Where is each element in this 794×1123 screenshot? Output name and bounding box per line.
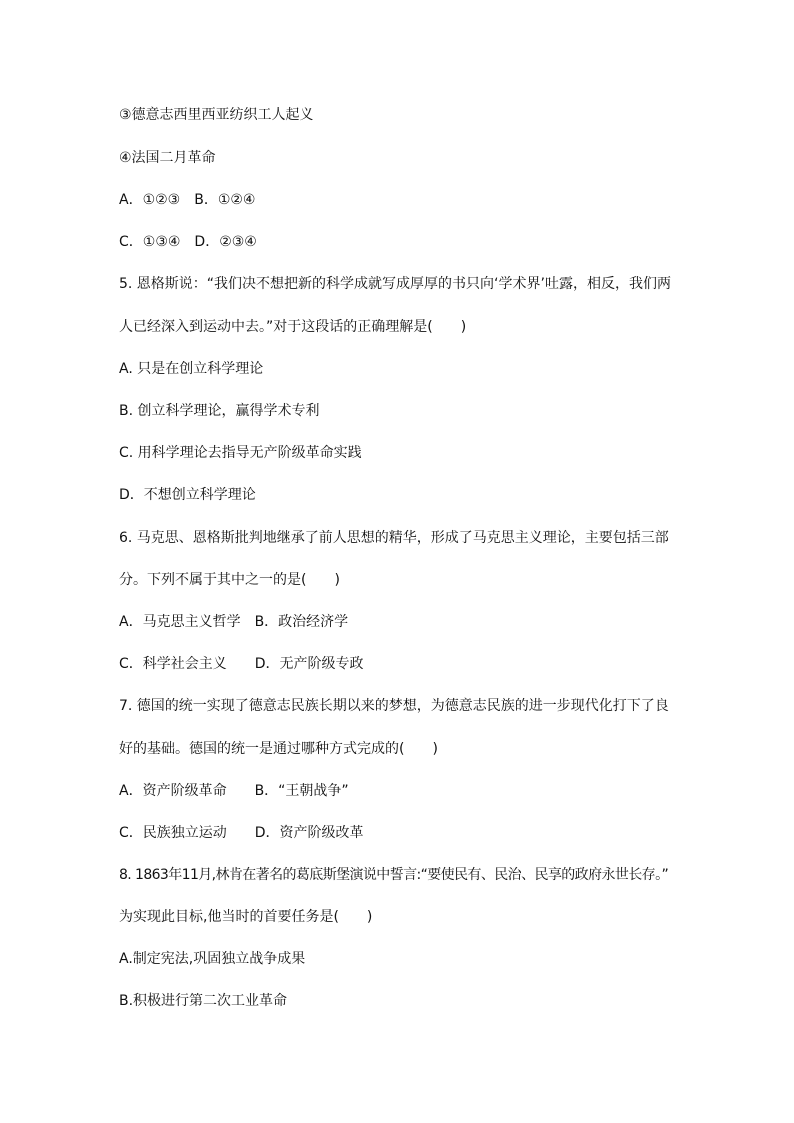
q5-stem-line-1: 5. 恩格斯说：“我们决不想把新的科学成就写成厚厚的书只向‘学术界’吐露，相反，我们两 <box>119 276 671 292</box>
q6-options-ab: A．马克思主义哲学 B．政治经济学 <box>119 614 349 630</box>
q4-options-ab: A．①②③ B．①②④ <box>119 192 256 208</box>
q5-option-d: D．不想创立科学理论 <box>119 487 256 503</box>
q5-option-c: C. 用科学理论去指导无产阶级革命实践 <box>119 445 362 461</box>
q6-options-cd: C．科学社会主义 D．无产阶级专政 <box>119 656 364 672</box>
q8-stem-line-2: 为实现此目标,他当时的首要任务是( ) <box>119 909 373 925</box>
q5-option-b: B. 创立科学理论，赢得学术专利 <box>119 403 320 419</box>
q5-stem-line-2: 人已经深入到运动中去。”对于这段话的正确理解是( ) <box>119 319 467 335</box>
q7-stem-line-2: 好的基础。德国的统一是通过哪种方式完成的( ) <box>119 741 438 757</box>
q7-options-cd: C．民族独立运动 D．资产阶级改革 <box>119 825 364 841</box>
q6-stem-line-1: 6. 马克思、恩格斯批判地继承了前人思想的精华，形成了马克思主义理论，主要包括三部 <box>119 530 669 546</box>
q4-options-cd: C．①③④ D．②③④ <box>119 234 257 250</box>
list-item-4: ④法国二月革命 <box>119 150 216 166</box>
list-item-3: ③德意志西里西亚纺织工人起义 <box>119 107 314 123</box>
q7-stem-line-1: 7. 德国的统一实现了德意志民族长期以来的梦想，为德意志民族的进一步现代化打下了良 <box>119 698 669 714</box>
q6-stem-line-2: 分。下列不属于其中之一的是( ) <box>119 572 340 588</box>
q5-option-a: A. 只是在创立科学理论 <box>119 361 264 377</box>
q8-option-a: A.制定宪法,巩固独立战争成果 <box>119 951 306 967</box>
q8-stem-line-1: 8. 1863年11月,林肯在著名的葛底斯堡演说中誓言:“要使民有、民治、民享的政府永世长存。” <box>119 867 669 883</box>
q7-options-ab: A．资产阶级革命 B．“王朝战争” <box>119 783 349 799</box>
q8-option-b: B.积极进行第二次工业革命 <box>119 993 288 1009</box>
